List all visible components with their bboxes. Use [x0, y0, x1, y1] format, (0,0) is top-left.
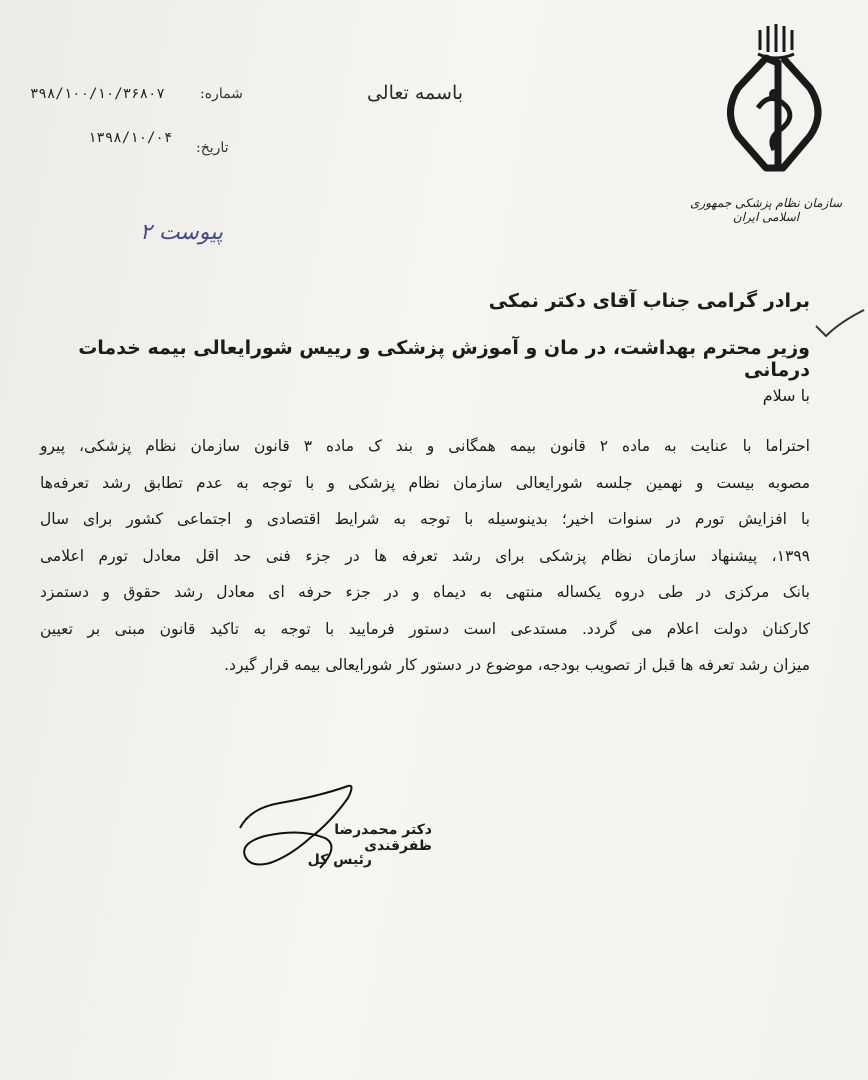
- handwritten-attachment-note: پیوست ۲: [140, 220, 223, 245]
- date-label: تاریخ:: [196, 140, 229, 156]
- letter-body: [40, 428, 810, 684]
- signer-name: دکتر محمدرضا ظفرقندی: [334, 822, 432, 854]
- signer-title: رئیس کل: [307, 852, 372, 868]
- body-line: احتراما با عنایت به ماده ۲ قانون بیمه همگانی و بند ک ماده ۳ قانون سازمان نظام پزشکی، پیرو: [40, 437, 810, 455]
- body-line: با افزایش تورم در سنوات اخیر؛ بدینوسیله با توجه به شرایط اقتصادی و اجتماعی کشور برای سال: [40, 510, 810, 528]
- body-line: ۱۳۹۹، پیشنهاد سازمان نظام پزشکی برای رشد تعرفه ها در جزء فنی حد اقل معادل تورم اعلامی: [40, 546, 810, 565]
- recipient-title: وزیر محترم بهداشت، در مان و آموزش پزشکی و رییس شورایعالی بیمه خدمات درمانی: [78, 337, 810, 381]
- checkmark-icon: [812, 302, 868, 342]
- number-label: شماره:: [200, 86, 243, 102]
- letter-number: ۳۹۸/۱۰۰/۱۰/۳۶۸۰۷: [30, 86, 165, 102]
- letter-date: ۱۳۹۸/۱۰/۰۴: [88, 130, 173, 146]
- body-line: میزان رشد تعرفه ها قبل از تصویب بودجه، موضوع در دستور کار شورایعالی بیمه قرار گیرد.: [224, 656, 810, 674]
- medical-council-logo-icon: [708, 18, 838, 188]
- salutation: با سلام: [762, 386, 810, 405]
- organization-name: سازمان نظام پزشکی جمهوری اسلامی ایران: [689, 196, 843, 224]
- body-line: مصوبه بیست و نهمین جلسه شورایعالی سازمان نظام پزشکی و با توجه به عدم تطابق رشد تعرفه‌ها: [40, 473, 810, 492]
- body-line: کارکنان دولت اعلام می گردد. مستدعی است دستور فرمایید با توجه به تاکید قانون مبنی بر تعیین: [40, 619, 810, 638]
- recipient-name: برادر گرامی جناب آقای دکتر نمکی: [488, 290, 810, 312]
- body-line: بانک مرکزی در طی دروه یکساله منتهی به دیماه و در جزء حرفه ای معادل رشد حقوق و دستمزد: [40, 583, 810, 601]
- bismillah-heading: باسمه تعالی: [366, 82, 464, 104]
